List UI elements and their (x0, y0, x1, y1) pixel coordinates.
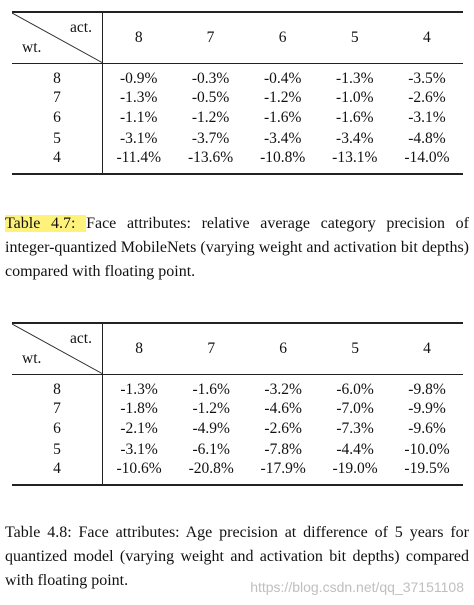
table-row (12, 399, 463, 420)
table-cell: -2.6% (264, 420, 302, 438)
col-header: 5 (350, 28, 359, 46)
corner-act-label: act. (70, 330, 92, 347)
table-cell: -1.3% (120, 380, 158, 398)
table-row (12, 440, 463, 461)
table-header-row (12, 12, 463, 63)
row-header: 5 (12, 129, 103, 150)
table-row (12, 149, 463, 174)
highlighted-label: Table 4.7: (5, 215, 87, 232)
row-header: 7 (12, 399, 103, 420)
table-cell: -3.1% (120, 129, 158, 147)
table-cell: -1.2% (263, 88, 302, 106)
table-cell: -1.1% (120, 109, 158, 127)
table-header-row (12, 323, 463, 374)
col-header: 6 (279, 339, 288, 357)
table-cell: -19.0% (332, 460, 378, 478)
table-row (12, 460, 463, 485)
table-cell: -11.4% (116, 149, 162, 167)
table-cell: -2.6% (408, 88, 446, 106)
corner-wt-label: wt. (22, 349, 42, 367)
col-header: 4 (423, 339, 431, 357)
row-header: 4 (12, 149, 103, 174)
row-header: 5 (12, 440, 103, 461)
corner-act-label: act. (70, 19, 92, 36)
col-header: 8 (135, 339, 143, 357)
table-cell: -3.1% (408, 109, 446, 127)
col-header: 4 (423, 28, 431, 46)
col-header: 7 (206, 28, 215, 46)
corner-cell (12, 12, 103, 63)
table-cell: -1.2% (192, 399, 230, 417)
table-cell: -14.0% (404, 149, 450, 167)
table-cell: -4.4% (336, 440, 374, 458)
table-row (12, 419, 463, 440)
table-cell: -1.6% (263, 109, 302, 127)
table-cell: -10.0% (404, 440, 450, 458)
table-row (12, 108, 463, 129)
corner-cell (12, 323, 103, 374)
table-caption-4-7 (5, 212, 469, 284)
table-cell: -13.6% (187, 149, 234, 167)
table-4-7 (12, 11, 463, 175)
table-cell: -9.6% (408, 420, 446, 438)
table-cell: -3.2% (264, 380, 302, 398)
row-header: 7 (12, 88, 103, 109)
watermark: https://blog.csdn.net/qq_37151108 (250, 579, 464, 595)
table-row (12, 63, 463, 88)
table-cell: -9.8% (408, 380, 446, 398)
table-cell: -1.3% (120, 88, 158, 106)
table-cell: -6.1% (192, 440, 230, 458)
col-header: 8 (134, 28, 143, 46)
table-cell: -9.9% (408, 399, 446, 417)
col-header: 7 (207, 339, 216, 357)
corner-wt-label: wt. (22, 38, 42, 56)
table-cell: -20.8% (188, 460, 234, 478)
table-cell: -1.6% (192, 380, 230, 398)
table-cell: -0.4% (263, 69, 302, 87)
row-header: 4 (12, 460, 103, 485)
table-cell: -13.1% (332, 149, 378, 167)
table-cell: -10.8% (260, 149, 306, 167)
table-cell: -7.3% (336, 420, 374, 438)
table-row (12, 129, 463, 150)
table-cell: -1.6% (336, 109, 374, 127)
row-header: 6 (12, 419, 103, 440)
caption-text: Table 4.8: Face attributes: Age precision at difference of 5 years for quantized model (varying weight and activation bit depths) compared with floating point. (5, 524, 469, 589)
table-cell: -4.6% (264, 399, 302, 417)
caption-text: Face attributes: relative average category precision of integer-quantized MobileNets (varying weight and activation bit depths) compared with floating point. (5, 215, 469, 280)
table-cell: -3.4% (336, 129, 374, 147)
table-cell: -3.4% (263, 129, 302, 147)
table-cell: -1.0% (336, 88, 374, 106)
table-cell: -7.8% (264, 440, 302, 458)
table-row (12, 88, 463, 109)
col-header: 6 (278, 28, 287, 46)
table-cell: -7.0% (336, 399, 374, 417)
table-cell: -2.1% (120, 420, 158, 438)
table-cell: -0.3% (191, 69, 230, 87)
table-cell: -1.8% (120, 399, 158, 417)
table-cell: -0.5% (191, 88, 230, 106)
table-cell: -17.9% (260, 460, 306, 478)
table-cell: -0.9% (120, 69, 158, 87)
table-cell: -1.3% (336, 69, 374, 87)
table-cell: -6.0% (336, 380, 374, 398)
table-cell: -1.2% (191, 109, 230, 127)
table-cell: -3.7% (191, 129, 230, 147)
table-row (12, 374, 463, 399)
row-header: 6 (12, 108, 103, 129)
col-header: 5 (351, 339, 359, 357)
row-header: 8 (12, 374, 103, 399)
table-cell: -19.5% (404, 460, 450, 478)
table-cell: -4.9% (192, 420, 230, 438)
table-cell: -3.1% (120, 440, 158, 458)
table-cell: -10.6% (116, 460, 162, 478)
table-4-8 (12, 322, 463, 486)
table-cell: -3.5% (408, 69, 446, 87)
table-cell: -4.8% (408, 129, 446, 147)
row-header: 8 (12, 63, 103, 88)
